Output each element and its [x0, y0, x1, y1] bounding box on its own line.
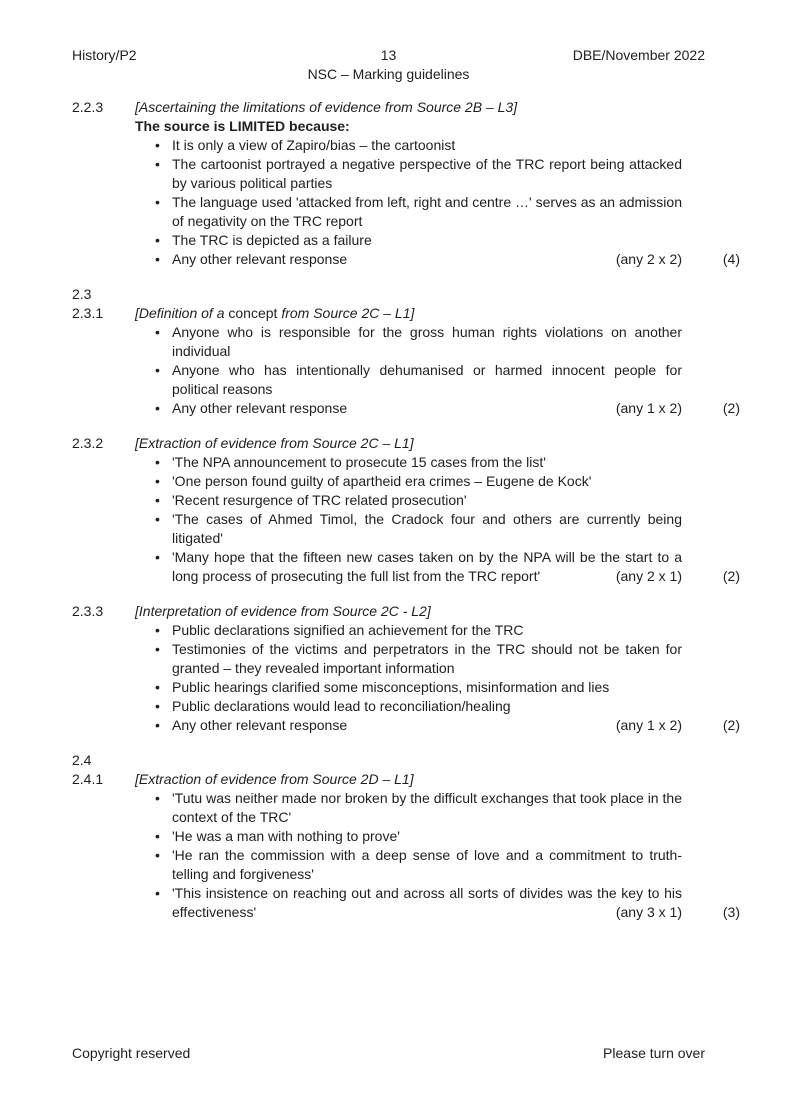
bullet-text: 'He ran the commission with a deep sense of love and a commitment to truth-telling and forgiveness': [172, 847, 682, 882]
footer-copyright: Copyright reserved: [72, 1045, 191, 1061]
section-2-3-1: [72, 304, 740, 418]
skill-descriptor-italic: [Interpretation of evidence from Source 2C - L2]: [135, 603, 431, 619]
bullet-item: [135, 193, 682, 231]
bullet-text: 'Many hope that the fifteen new cases taken on by the NPA will be the start to a long process of prosecuting the full list from the TRC report': [172, 549, 682, 584]
bullet-item: [135, 884, 682, 922]
skill-descriptor: [135, 98, 682, 117]
question-number: 2.4: [72, 752, 92, 768]
bullet-text: It is only a view of Zapiro/bias – the cartoonist: [172, 137, 456, 153]
bullet-item: [135, 697, 682, 716]
skill-descriptor-italic2: from Source 2C – L1]: [281, 305, 415, 321]
bullet-text: Public hearings clarified some misconceptions, misinformation and lies: [172, 679, 610, 695]
bullet-item: [135, 548, 682, 586]
bullet-item: [135, 510, 682, 548]
bullet-item: [135, 846, 682, 884]
bullet-text: Anyone who is responsible for the gross human rights violations on another individual: [172, 324, 682, 359]
bullet-text: 'The NPA announcement to prosecute 15 cases from the list': [172, 454, 546, 470]
marks-total: (2): [722, 717, 740, 733]
skill-descriptor: [135, 602, 682, 621]
page-header: [72, 46, 705, 84]
section-content: [135, 98, 682, 269]
bullet-item: [135, 678, 682, 697]
section-content: [135, 434, 682, 586]
bullet-item: [135, 231, 682, 250]
marks-total: (3): [722, 904, 740, 920]
bullet-text: Any other relevant response: [172, 251, 348, 267]
section-content: [135, 770, 682, 922]
header-top-row: [72, 46, 705, 65]
bullet-item: [135, 323, 682, 361]
answer-bullets: [135, 789, 682, 922]
section-2-4: [72, 751, 740, 770]
mark-allocation: (any 1 x 2): [615, 400, 682, 416]
bullet-text: 'Recent resurgence of TRC related prosecution': [172, 492, 467, 508]
answer-stem: The source is LIMITED because:: [135, 118, 350, 134]
bullet-text: Any other relevant response: [172, 717, 348, 733]
skill-descriptor: [135, 304, 682, 323]
skill-descriptor-roman: concept: [228, 305, 282, 321]
bullet-text: Any other relevant response: [172, 400, 348, 416]
answer-bullets: [135, 323, 682, 418]
mark-allocation: (any 2 x 1): [615, 568, 682, 584]
bullet-text: Public declarations would lead to reconciliation/healing: [172, 698, 511, 714]
bullet-item: [135, 399, 682, 418]
bullet-item: [135, 136, 682, 155]
bullet-item: [135, 250, 682, 269]
marks-total: (4): [722, 251, 740, 267]
bullet-text: 'One person found guilty of apartheid era crimes – Eugene de Kock': [172, 473, 592, 489]
bullet-item: [135, 621, 682, 640]
answer-bullets: [135, 453, 682, 586]
question-number: 2.2.3: [72, 99, 104, 115]
header-doc-title: NSC – Marking guidelines: [307, 66, 470, 82]
section-2-2-3: [72, 98, 740, 269]
header-subject: History/P2: [72, 47, 137, 63]
marks-total: (2): [722, 400, 740, 416]
mark-allocation: (any 1 x 2): [615, 717, 682, 733]
section-content: [135, 602, 682, 735]
skill-descriptor: [135, 434, 682, 453]
question-number: 2.3.2: [72, 435, 104, 451]
skill-descriptor-italic: [Extraction of evidence from Source 2C – L1]: [135, 435, 414, 451]
section-2-3-3: [72, 602, 740, 735]
bullet-item: [135, 472, 682, 491]
skill-descriptor: [135, 770, 682, 789]
page-footer: [72, 1044, 705, 1063]
bullet-item: [135, 640, 682, 678]
section-2-4-1: [72, 770, 740, 922]
section-2-3: [72, 285, 740, 304]
bullet-text: The language used 'attacked from left, right and centre …' serves as an admission of negativity on the TRC report: [172, 194, 682, 229]
bullet-text: The cartoonist portrayed a negative perspective of the TRC report being attacked by various political parties: [172, 156, 682, 191]
bullet-text: The TRC is depicted as a failure: [172, 232, 372, 248]
skill-descriptor-italic: [Definition of a: [135, 305, 229, 321]
bullet-item: [135, 789, 682, 827]
bullet-text: Anyone who has intentionally dehumanised or harmed innocent people for political reasons: [172, 362, 682, 397]
question-number: 2.4.1: [72, 771, 104, 787]
section-content: [135, 304, 682, 418]
bullet-item: [135, 361, 682, 399]
bullet-text: Testimonies of the victims and perpetrators in the TRC should not be taken for granted – they revealed important information: [172, 641, 682, 676]
skill-descriptor-italic: [Ascertaining the limitations of evidence from Source 2B – L3]: [135, 99, 518, 115]
mark-allocation: (any 2 x 2): [615, 251, 682, 267]
bullet-text: 'This insistence on reaching out and across all sorts of divides was the key to his effectiveness': [172, 885, 682, 920]
footer-turn-over: Please turn over: [603, 1045, 705, 1061]
marking-guidelines-body: [72, 98, 740, 922]
question-number: 2.3: [72, 286, 92, 302]
bullet-item: [135, 491, 682, 510]
question-number: 2.3.3: [72, 603, 104, 619]
marks-total: (2): [722, 568, 740, 584]
section-2-3-2: [72, 434, 740, 586]
answer-bullets: [135, 136, 682, 269]
header-exam-session: DBE/November 2022: [572, 47, 705, 63]
bullet-item: [135, 453, 682, 472]
header-page-number: 13: [380, 47, 397, 63]
bullet-item: [135, 155, 682, 193]
bullet-text: 'The cases of Ahmed Timol, the Cradock four and others are currently being litigated': [172, 511, 682, 546]
bullet-item: [135, 827, 682, 846]
bullet-text: 'Tutu was neither made nor broken by the difficult exchanges that took place in the context of the TRC': [172, 790, 682, 825]
bullet-text: Public declarations signified an achievement for the TRC: [172, 622, 524, 638]
bullet-item: [135, 716, 682, 735]
question-number: 2.3.1: [72, 305, 104, 321]
skill-descriptor-italic: [Extraction of evidence from Source 2D – L1]: [135, 771, 414, 787]
bullet-text: 'He was a man with nothing to prove': [172, 828, 400, 844]
mark-allocation: (any 3 x 1): [615, 904, 682, 920]
answer-bullets: [135, 621, 682, 735]
